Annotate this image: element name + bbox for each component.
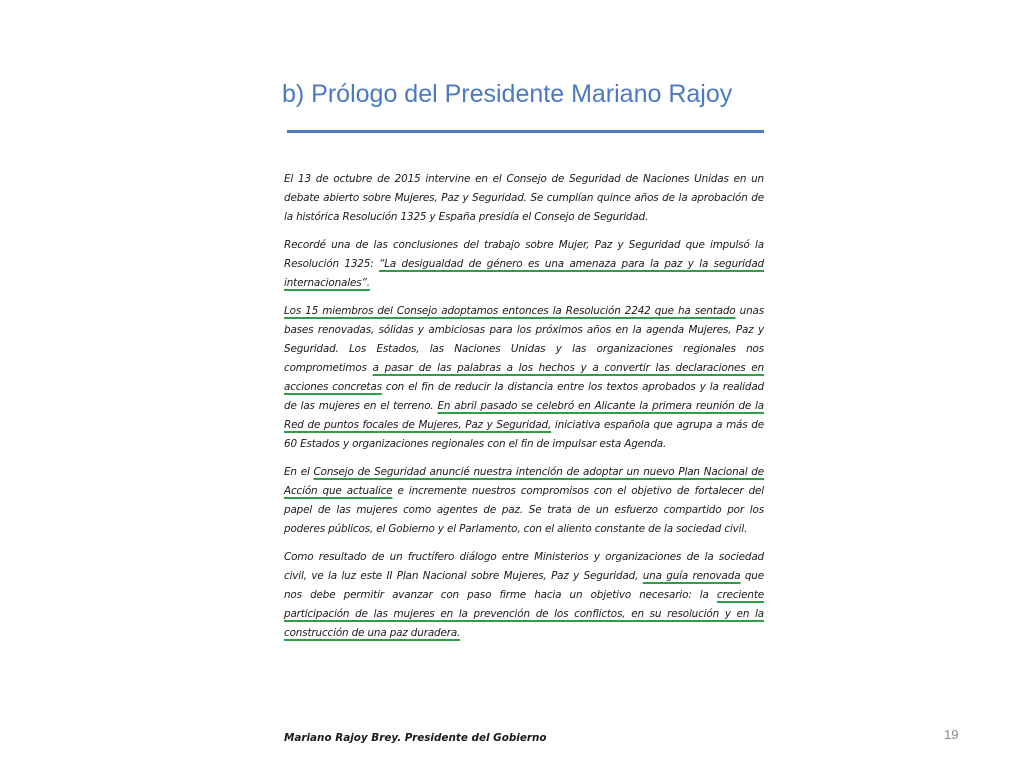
page-number: 19	[944, 727, 959, 742]
highlight-alicante-meeting: En abril pasado se celebró en Alicante la primera reunión de la Red de puntos focales de Mujeres, Paz y Seguridad,	[284, 400, 765, 431]
paragraph-3-text-b: con el fin de reducir la distancia entre los textos aprobados y la realidad de las mujeres en el terreno.	[284, 381, 765, 412]
highlight-words-to-actions: a pasar de las palabras a los hechos y a convertir las declaraciones en acciones concretas	[284, 362, 764, 393]
paragraph-4-text-b: e incremente nuestros compromisos con el objetivo de fortalecer del papel de las mujeres como agentes de paz. Se trata de un esfuerzo compartido por los poderes públicos, el Gobierno y el Parlamento, con el aliento constante de la sociedad civil.	[284, 485, 764, 535]
paragraph-2-text: Recordé una de las conclusiones del trabajo sobre Mujer, Paz y Seguridad que impulsó la Resolución 1325:	[284, 239, 764, 270]
paragraph-4-text-a: En el	[284, 466, 314, 478]
paragraph-3-text-a: unas bases renovadas, sólidas y ambiciosas para los próximos años en la agenda Mujeres, Paz y Seguridad. Los Estados, las Naciones Unidas y las organizaciones regionales nos comprometimos	[284, 305, 764, 374]
paragraph-5-text-a: Como resultado de un fructífero diálogo entre Ministerios y organizaciones de la sociedad civil, ve la luz este II Plan Nacional sobre Mujeres, Paz y Seguridad,	[284, 551, 764, 582]
highlight-renewed-guide: una guía renovada	[642, 570, 741, 582]
title-underline	[287, 130, 764, 133]
signature: Mariano Rajoy Brey. Presidente del Gobierno	[284, 732, 547, 744]
highlight-gender-inequality: “La desigualdad de género es una amenaza para la paz y la seguridad internacionales”.	[284, 258, 765, 289]
paragraph-1-text: El 13 de octubre de 2015 intervine en el Consejo de Seguridad de Naciones Unidas en un debate abierto sobre Mujeres, Paz y Seguridad. Se cumplían quince años de la aprobación de la histórica Resolución 1325 y España presidía el Consejo de Seguridad.	[284, 173, 764, 223]
paragraph-1	[284, 170, 764, 227]
highlight-women-participation: creciente participación de las mujeres en la prevención de los conflictos, en su resolución y en la construcción de una paz duradera.	[284, 589, 764, 639]
paragraph-5-text-b: que nos debe permitir avanzar con paso firme hacia un objetivo necesario: la	[284, 570, 764, 601]
highlight-resolution-2242: Los 15 miembros del Consejo adoptamos entonces la Resolución 2242 que ha sentado	[284, 305, 736, 317]
prologue-text	[284, 170, 764, 652]
highlight-new-national-plan: Consejo de Seguridad anuncié nuestra intención de adoptar un nuevo Plan Nacional de Acción que actualice	[284, 466, 765, 497]
slide-title: b) Prólogo del Presidente Mariano Rajoy	[282, 80, 733, 108]
paragraph-4	[284, 463, 764, 539]
paragraph-2	[284, 236, 764, 293]
paragraph-5	[284, 548, 764, 643]
paragraph-3	[284, 302, 764, 454]
paragraph-3-text-c: iniciativa española que agrupa a más de 60 Estados y organizaciones regionales con el fin de impulsar esta Agenda.	[284, 419, 764, 450]
